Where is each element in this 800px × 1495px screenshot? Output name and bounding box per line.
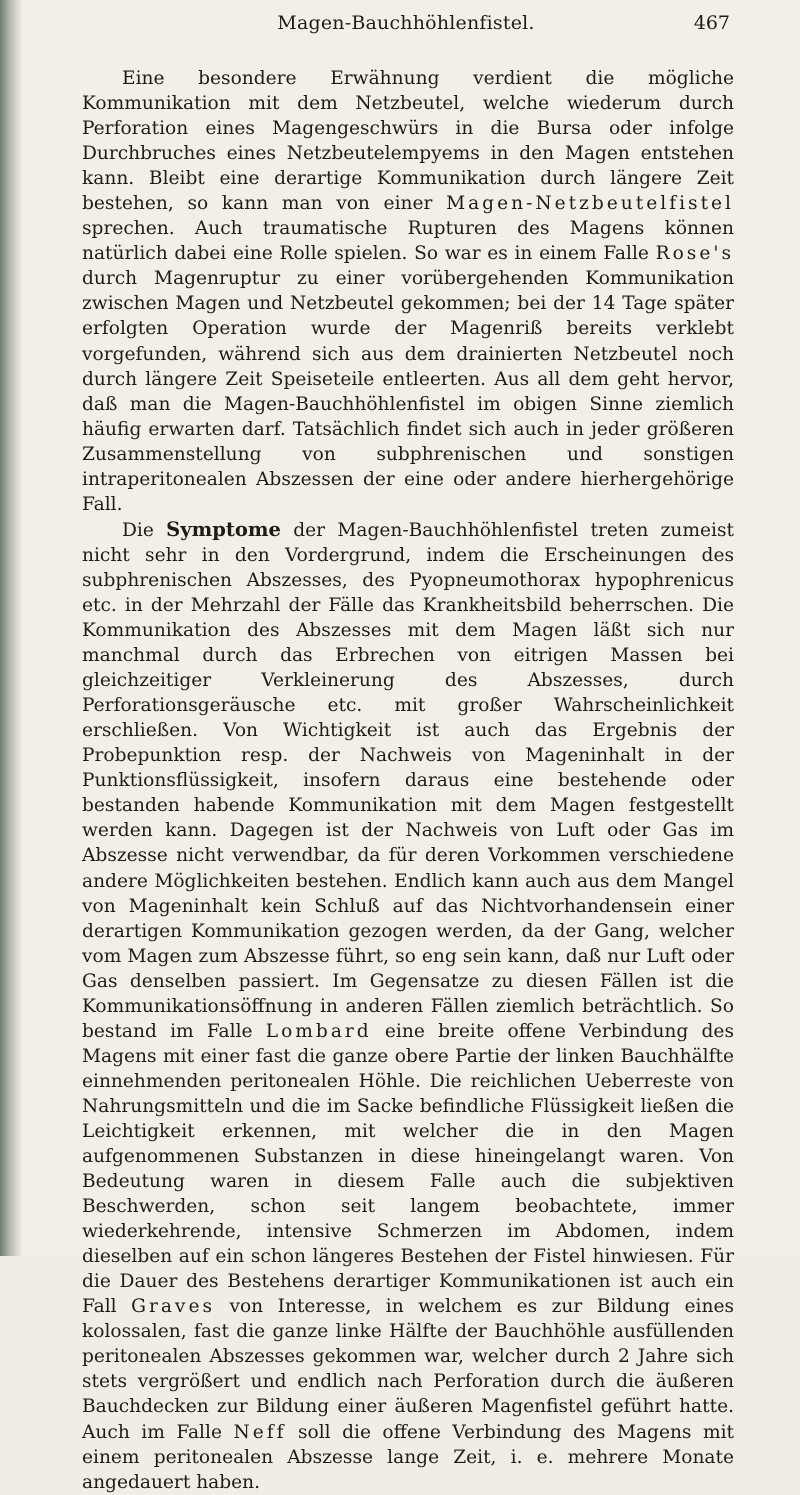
author-name-lombard: Lombard	[265, 1020, 372, 1042]
text-segment: von Interesse, in welchem es zur Bildung eines kolossalen, fast die ganze linke Hälfte der Bauchhöhle ausfüllenden peritonealen Abszesses gekommen war, welcher durch 2 Jahre sich stets vergrößert und endlich nach Perforation durch die äußeren Bauchdecken zur Bildung einer äußeren Magenfistel geführt hatte. Auch im Falle	[82, 1296, 735, 1443]
running-head	[82, 12, 730, 40]
book-spine-shadow	[0, 0, 22, 1256]
text-segment: der Magen-Bauchhöhlenfistel treten zumeist nicht sehr in den Vordergrund, indem die Erscheinungen des subphrenischen Abszesses, des Pyopneumothorax hypophrenicus etc. in der Mehrzahl der Fälle das Krankheitsbild beherrschen. Die Kommunikation des Abszesses mit dem Magen läßt sich nur manchmal durch das Erbrechen von eitrigen Massen bei gleichzeitiger Verkleinerung des Abszesses, durch Perforationsgeräusche etc. mit großer Wahrscheinlichkeit erschließen. Von Wichtigkeit ist auch das Ergebnis der Probepunktion resp. der Nachweis von Mageninhalt in der Punktionsflüssigkeit, insofern daraus eine bestehende oder bestanden habende Kommunikation mit dem Magen festgestellt werden kann. Dagegen ist der Nachweis von Luft oder Gas im Abszesse nicht verwendbar, da für deren Vorkommen verschiedene andere Möglichkeiten bestehen. Endlich kann auch aus dem Mangel von Mageninhalt kein Schluß auf das Nichtvorhandensein einer derartigen Kommunikation gezogen werden, da der Gang, welcher vom Magen zum Abszesse führt, so eng sein kann, daß nur Luft oder Gas denselben passiert. Im Gegensatze zu diesen Fällen ist die Kommunikationsöffnung in anderen Fällen ziemlich beträchtlich. So bestand im Falle	[82, 519, 734, 1042]
text-segment: eine breite offene Verbindung des Magens mit einer fast die ganze obere Partie der linken Bauchhälfte einnehmenden peritonealen Höhle. Die reichlichen Ueberreste von Nahrungsmitteln und die im Sacke befindliche Flüssigkeit ließen die Leichtigkeit erkennen, mit welcher die in den Magen aufgenommenen Substanzen in diese hineingelangt waren. Von Bedeutung waren in diesem Falle auch die subjektiven Beschwerden, schon seit langem beobachtete, immer wiederkehrende, intensive Schmerzen im Abdomen, indem dieselben auf ein schon längeres Bestehen der Fistel hinwiesen. Für die Dauer des Bestehens derartiger Kommunikationen ist auch ein Fall	[82, 1020, 734, 1318]
body-text	[82, 66, 734, 1495]
text-segment: sprechen. Auch traumatische Rupturen des Magens können natürlich dabei eine Rolle spielen. So war es in einem Falle	[82, 218, 734, 265]
page-number: 467	[693, 12, 730, 34]
book-page	[22, 0, 800, 1493]
paragraph-1	[82, 66, 734, 517]
paragraph-2	[82, 517, 734, 1495]
spaced-term-magen-netzbeutelfistel: Magen-Netzbeutelfistel	[446, 193, 734, 215]
text-segment: Eine besondere Erwähnung verdient die mögliche Kommunikation mit dem Netzbeutel, welche wiederum durch Perforation eines Magengeschwürs in die Bursa oder infolge Durchbruches eines Netzbeutelempyems in den Magen entstehen kann. Bleibt eine derartige Kommunikation durch längere Zeit bestehen, so kann man von einer	[82, 68, 734, 215]
text-segment: Die	[122, 519, 167, 541]
author-name-neff: Neff	[233, 1421, 287, 1443]
running-title: Magen-Bauchhöhlenfistel.	[277, 12, 535, 34]
text-segment: durch Magenruptur zu einer vorübergehenden Kommunikation zwischen Magen und Netzbeutel gekommen; bei der 14 Tage später erfolgten Operation wurde der Magenriß bereits verklebt vorgefunden, während sich aus dem drainierten Netzbeutel noch durch längere Zeit Speiseteile entleerten. Aus all dem geht hervor, daß man die Magen-Bauchhöhlenfistel im obigen Sinne ziemlich häufig erwarten darf. Tatsächlich findet sich auch in jeder größeren Zusammenstellung von subphrenischen und sonstigen intraperitonealen Abszessen der eine oder andere hierhergehörige Fall.	[82, 268, 734, 515]
author-name-graves: Graves	[131, 1296, 215, 1318]
text-segment: soll die offene Verbindung des Magens mit einem peritonealen Abszesse lange Zeit, i. e. mehrere Monate angedauert haben.	[82, 1421, 734, 1493]
bold-term-symptome: Symptome	[166, 517, 281, 541]
author-name-rose: Rose's	[655, 243, 734, 265]
